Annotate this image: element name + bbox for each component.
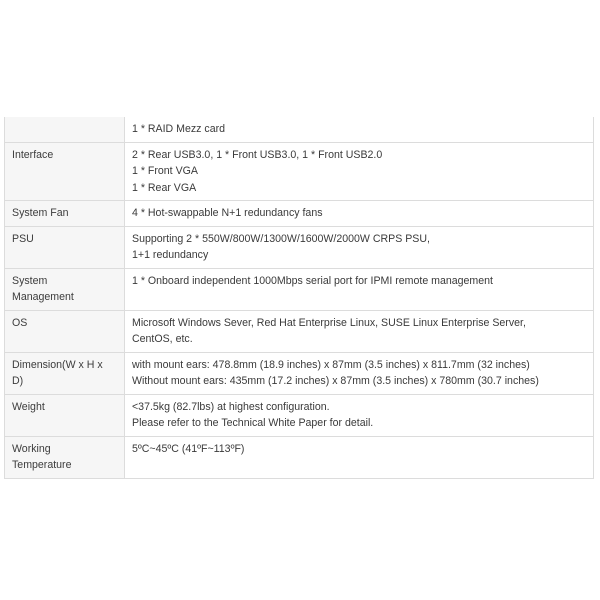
value-line: Without mount ears: 435mm (17.2 inches) x 87mm (3.5 inches) x 780mm (30.7 inches) [132,375,539,387]
value-line: 1 * RAID Mezz card [132,123,226,135]
value-line: Please refer to the Technical White Paper for detail. [132,417,374,429]
row-value-system-fan [125,201,594,227]
value-line: 1+1 redundancy [132,249,209,261]
table-row [5,436,594,478]
spec-table [4,117,594,479]
row-value-working-temperature [125,436,594,478]
row-label-system-management: System Management [5,268,125,310]
value-line: 1 * Onboard independent 1000Mbps serial port for IPMI remote management [132,274,493,287]
row-value-interface [125,142,594,201]
row-value-dimension [125,352,594,394]
value-line: 1 * Front VGA [132,165,198,177]
value-line: 1 * Rear VGA [132,181,197,194]
value-line: 4 * Hot-swappable N+1 redundancy fans [132,207,323,219]
value-line: with mount ears: 478.8mm (18.9 inches) x 87mm (3.5 inches) x 811.7mm (32 inches) [132,358,530,371]
row-label-os: OS [5,310,125,352]
value-line: Supporting 2 * 550W/800W/1300W/1600W/2000W CRPS PSU, [132,232,430,245]
table-row [5,117,594,142]
row-label-dimension: Dimension(W x H x D) [5,352,125,394]
row-value-os [125,310,594,352]
row-label-weight: Weight [5,394,125,436]
row-value-system-management [125,268,594,310]
row-label-psu: PSU [5,226,125,268]
table-row [5,394,594,436]
row-value-psu [125,226,594,268]
value-line: <37.5kg (82.7lbs) at highest configuration. [132,400,330,413]
row-label-system-fan: System Fan [5,201,125,227]
table-row [5,352,594,394]
table-row [5,268,594,310]
row-value-weight [125,394,594,436]
value-line: Microsoft Windows Sever, Red Hat Enterprise Linux, SUSE Linux Enterprise Server, [132,316,526,329]
row-label-working-temperature: Working Temperature [5,436,125,478]
table-row [5,310,594,352]
table-row [5,226,594,268]
row-label-interface: Interface [5,142,125,201]
table-row [5,201,594,227]
value-line: 2 * Rear USB3.0, 1 * Front USB3.0, 1 * Front USB2.0 [132,148,383,161]
row-label-raid [5,117,125,142]
value-line: 5ºC~45ºC (41ºF~113ºF) [132,442,245,455]
row-value-raid [125,117,594,142]
value-line: CentOS, etc. [132,333,193,345]
table-row [5,142,594,201]
